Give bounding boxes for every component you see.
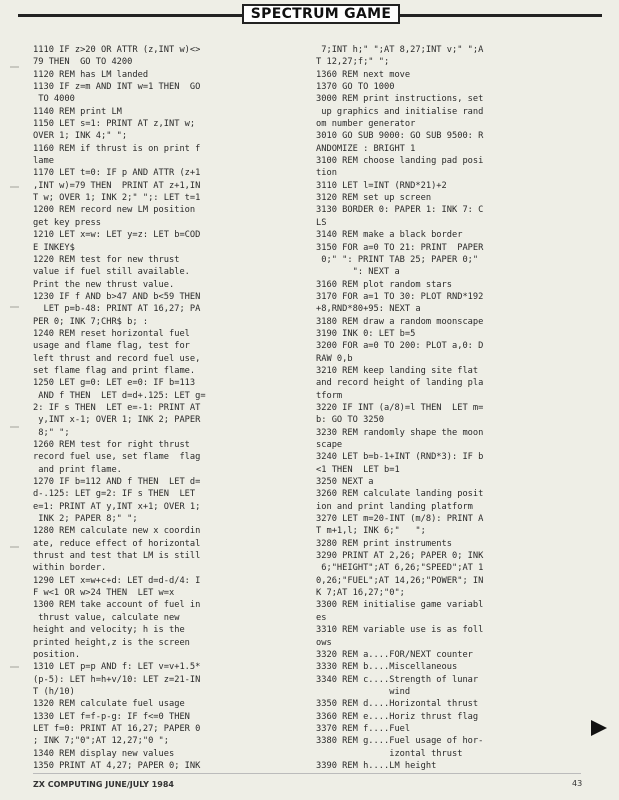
- code-line: 1370 GO TO 1000: [316, 82, 395, 93]
- code-line: 3340 REM c....Strength of lunar: [316, 674, 479, 685]
- code-line: Print the new thrust value.: [33, 279, 175, 290]
- code-line: +8,RND*80+95: NEXT a: [316, 304, 421, 315]
- code-line: 3390 REM h....LM height: [316, 760, 437, 771]
- code-line: 3100 REM choose landing pad posi: [316, 156, 484, 167]
- code-line: 3330 REM b....Miscellaneous: [316, 662, 458, 673]
- code-line: scape: [316, 440, 343, 450]
- code-line: tform: [316, 390, 343, 401]
- code-line: K 7;AT 16,27;"0";: [316, 588, 405, 599]
- code-line: position.: [33, 649, 81, 660]
- code-line: 1130 IF z=m AND INT w=1 THEN GO: [33, 82, 201, 93]
- code-line: 3180 REM draw a random moonscape: [316, 316, 484, 327]
- code-line: LS: [316, 217, 327, 228]
- code-line: 2: IF s THEN LET e=-1: PRINT AT: [33, 402, 201, 413]
- code-line: 1120 REM has LM landed: [33, 69, 149, 80]
- code-line: ,INT w)=79 THEN PRINT AT z+1,IN: [33, 180, 201, 191]
- code-line: F w<1 OR w>24 THEN LET w=x: [33, 588, 175, 599]
- code-line: 1140 REM print LM: [33, 106, 122, 117]
- code-line: 3270 LET m=20-INT (m/8): PRINT A: [316, 514, 484, 525]
- code-line: and print flame.: [33, 464, 122, 475]
- code-line: 1340 REM display new values: [33, 748, 175, 759]
- code-line: 1110 IF z>20 OR ATTR (z,INT w)<>: [33, 45, 201, 55]
- code-line: 3130 BORDER 0: PAPER 1: INK 7: C: [316, 205, 484, 216]
- code-line: 1310 LET p=p AND f: LET v=v+1.5*: [33, 662, 201, 673]
- code-line: 3250 NEXT a: [316, 477, 374, 488]
- code-line: 1280 REM calculate new x coordin: [33, 526, 201, 537]
- section-title: SPECTRUM GAME: [242, 4, 400, 24]
- code-line: 1150 LET s=1: PRINT AT z,INT w;: [33, 119, 196, 130]
- code-line: 3290 PRINT AT 2,26; PAPER 0; INK: [316, 551, 484, 562]
- code-line: ; INK 7;"0";AT 12,27;"0 ";: [33, 736, 169, 747]
- code-line: 7;INT h;" ";AT 8,27;INT v;" ";A: [316, 45, 484, 55]
- code-line: 1270 IF b=112 AND f THEN LET d=: [33, 477, 201, 488]
- code-line: and record height of landing pla: [316, 378, 484, 389]
- magazine-footer: ZX COMPUTING JUNE/JULY 1984: [33, 780, 174, 789]
- code-line: 3240 LET b=b-1+INT (RND*3): IF b: [316, 452, 484, 463]
- code-line: get key press: [33, 217, 101, 228]
- code-line: 3350 REM d....Horizontal thrust: [316, 699, 479, 710]
- code-line: T 12,27;f;" ";: [316, 57, 390, 68]
- code-line: 3170 FOR a=1 TO 30: PLOT RND*192: [316, 291, 484, 302]
- code-line: INK 2; PAPER 8;" ";: [33, 514, 138, 525]
- code-line: 3260 REM calculate landing posit: [316, 489, 484, 500]
- code-line: 3310 REM variable use is as foll: [316, 625, 484, 636]
- code-line: 3140 REM make a black border: [316, 230, 463, 241]
- code-line: tion: [316, 168, 337, 179]
- code-line: LET p=b-48: PRINT AT 16,27; PA: [33, 304, 201, 315]
- code-line: es: [316, 612, 327, 623]
- code-line: 1240 REM reset horizontal fuel: [33, 328, 190, 339]
- code-line: 3220 IF INT (a/8)=l THEN LET m=: [316, 402, 484, 413]
- code-line: ANDOMIZE : BRIGHT 1: [316, 143, 416, 154]
- page-number: 43: [572, 779, 583, 788]
- binder-hole: [10, 426, 19, 428]
- binder-hole: [10, 546, 19, 548]
- code-line: 3120 REM set up screen: [316, 193, 432, 204]
- code-line: ows: [316, 637, 332, 648]
- code-line: ": NEXT a: [316, 267, 400, 278]
- listing-column-left: [33, 44, 295, 772]
- code-line: 3200 FOR a=0 TO 200: PLOT a,0: D: [316, 341, 484, 352]
- code-line: up graphics and initialise rand: [316, 106, 484, 117]
- code-line: T m+1,l; INK 6;" ";: [316, 526, 426, 537]
- code-line: 3190 INK 0: LET b=5: [316, 328, 416, 339]
- code-line: 3110 LET l=INT (RND*21)+2: [316, 180, 447, 191]
- code-line: 1290 LET x=w+c+d: LET d=d-d/4: I: [33, 575, 201, 586]
- code-line: 3380 REM g....Fuel usage of hor-: [316, 736, 484, 747]
- code-line: 3010 GO SUB 9000: GO SUB 9500: R: [316, 131, 484, 142]
- code-line: 0;" ": PRINT TAB 25; PAPER 0;": [316, 254, 479, 265]
- code-line: 3160 REM plot random stars: [316, 279, 452, 290]
- code-line: 1360 REM next move: [316, 69, 411, 80]
- code-line: height and velocity; h is the: [33, 625, 185, 636]
- code-line: AND f THEN LET d=d+.125: LET g=: [33, 390, 206, 401]
- code-line: ate, reduce effect of horizontal: [33, 538, 201, 549]
- code-line: 3210 REM keep landing site flat: [316, 365, 479, 376]
- code-line: 1330 LET f=f-p-g: IF f<=0 THEN: [33, 711, 190, 722]
- code-line: 1160 REM if thrust is on print f: [33, 143, 201, 154]
- code-line: left thrust and record fuel use,: [33, 353, 201, 364]
- code-line: 3300 REM initialise game variabl: [316, 600, 484, 611]
- code-line: om number generator: [316, 119, 416, 130]
- code-line: usage and flame flag, test for: [33, 341, 190, 352]
- code-line: izontal thrust: [316, 748, 463, 759]
- code-line: 6;"HEIGHT";AT 6,26;"SPEED";AT 1: [316, 563, 484, 574]
- code-line: PER 0; INK 7;CHR$ b; :: [33, 316, 149, 327]
- code-line: 3280 REM print instruments: [316, 538, 452, 549]
- code-line: OVER 1; INK 4;" ";: [33, 131, 128, 142]
- code-line: 1210 LET x=w: LET y=z: LET b=COD: [33, 230, 201, 241]
- code-line: T (h/10): [33, 686, 75, 697]
- code-line: TO 4000: [33, 94, 75, 105]
- binder-hole: [10, 666, 19, 668]
- binder-hole: [10, 66, 19, 68]
- code-line: 3150 FOR a=0 TO 21: PRINT PAPER: [316, 242, 484, 253]
- footer-rule: [33, 773, 581, 774]
- code-line: printed height,z is the screen: [33, 637, 190, 648]
- code-line: wind: [316, 686, 411, 697]
- code-line: 79 THEN GO TO 4200: [33, 57, 133, 68]
- code-line: record fuel use, set flame flag: [33, 452, 201, 463]
- code-line: thrust and test that LM is still: [33, 551, 201, 562]
- code-line: T w; OVER 1; INK 2;" ";: LET t=1: [33, 193, 201, 204]
- code-line: 1200 REM record new LM position: [33, 205, 196, 216]
- code-line: 3360 REM e....Horiz thrust flag: [316, 711, 479, 722]
- code-line: set flame flag and print flame.: [33, 365, 196, 376]
- code-line: 1170 LET t=0: IF p AND ATTR (z+1: [33, 168, 201, 179]
- code-line: 3230 REM randomly shape the moon: [316, 427, 484, 438]
- code-line: 1320 REM calculate fuel usage: [33, 699, 185, 710]
- continue-arrow-icon: [591, 720, 607, 736]
- code-line: 1230 IF f AND b>47 AND b<59 THEN: [33, 291, 201, 302]
- code-line: 1250 LET g=0: LET e=0: IF b=113: [33, 378, 196, 389]
- code-line: within border.: [33, 563, 107, 574]
- code-line: e=1: PRINT AT y,INT x+1; OVER 1;: [33, 501, 201, 512]
- code-line: 3000 REM print instructions, set: [316, 94, 484, 105]
- code-line: 1300 REM take account of fuel in: [33, 600, 201, 611]
- code-line: 8;" ";: [33, 427, 70, 438]
- code-line: E INKEY$: [33, 242, 75, 253]
- code-line: thrust value, calculate new: [33, 612, 180, 623]
- code-line: 1350 PRINT AT 4,27; PAPER 0; INK: [33, 760, 201, 771]
- code-line: b: GO TO 3250: [316, 415, 384, 426]
- code-line: 1260 REM test for right thrust: [33, 440, 190, 450]
- code-line: value if fuel still available.: [33, 267, 190, 278]
- code-line: y,INT x-1; OVER 1; INK 2; PAPER: [33, 415, 201, 426]
- code-line: RAW 0,b: [316, 353, 353, 364]
- page-header-banner: [18, 4, 602, 26]
- binder-hole: [10, 186, 19, 188]
- code-line: ion and print landing platform: [316, 501, 473, 512]
- code-line: (p-5): LET h=h+v/10: LET z=21-IN: [33, 674, 201, 685]
- code-line: 1220 REM test for new thrust: [33, 254, 180, 265]
- binder-hole: [10, 306, 19, 308]
- code-line: LET f=0: PRINT AT 16,27; PAPER 0: [33, 723, 201, 734]
- code-line: lame: [33, 156, 54, 167]
- code-line: <1 THEN LET b=1: [316, 464, 400, 475]
- code-line: 3370 REM f....Fuel: [316, 723, 411, 734]
- code-line: 3320 REM a....FOR/NEXT counter: [316, 649, 473, 660]
- listing-column-right: [316, 44, 578, 772]
- code-line: 0,26;"FUEL";AT 14,26;"POWER"; IN: [316, 575, 484, 586]
- code-line: d-.125: LET g=2: IF s THEN LET: [33, 489, 196, 500]
